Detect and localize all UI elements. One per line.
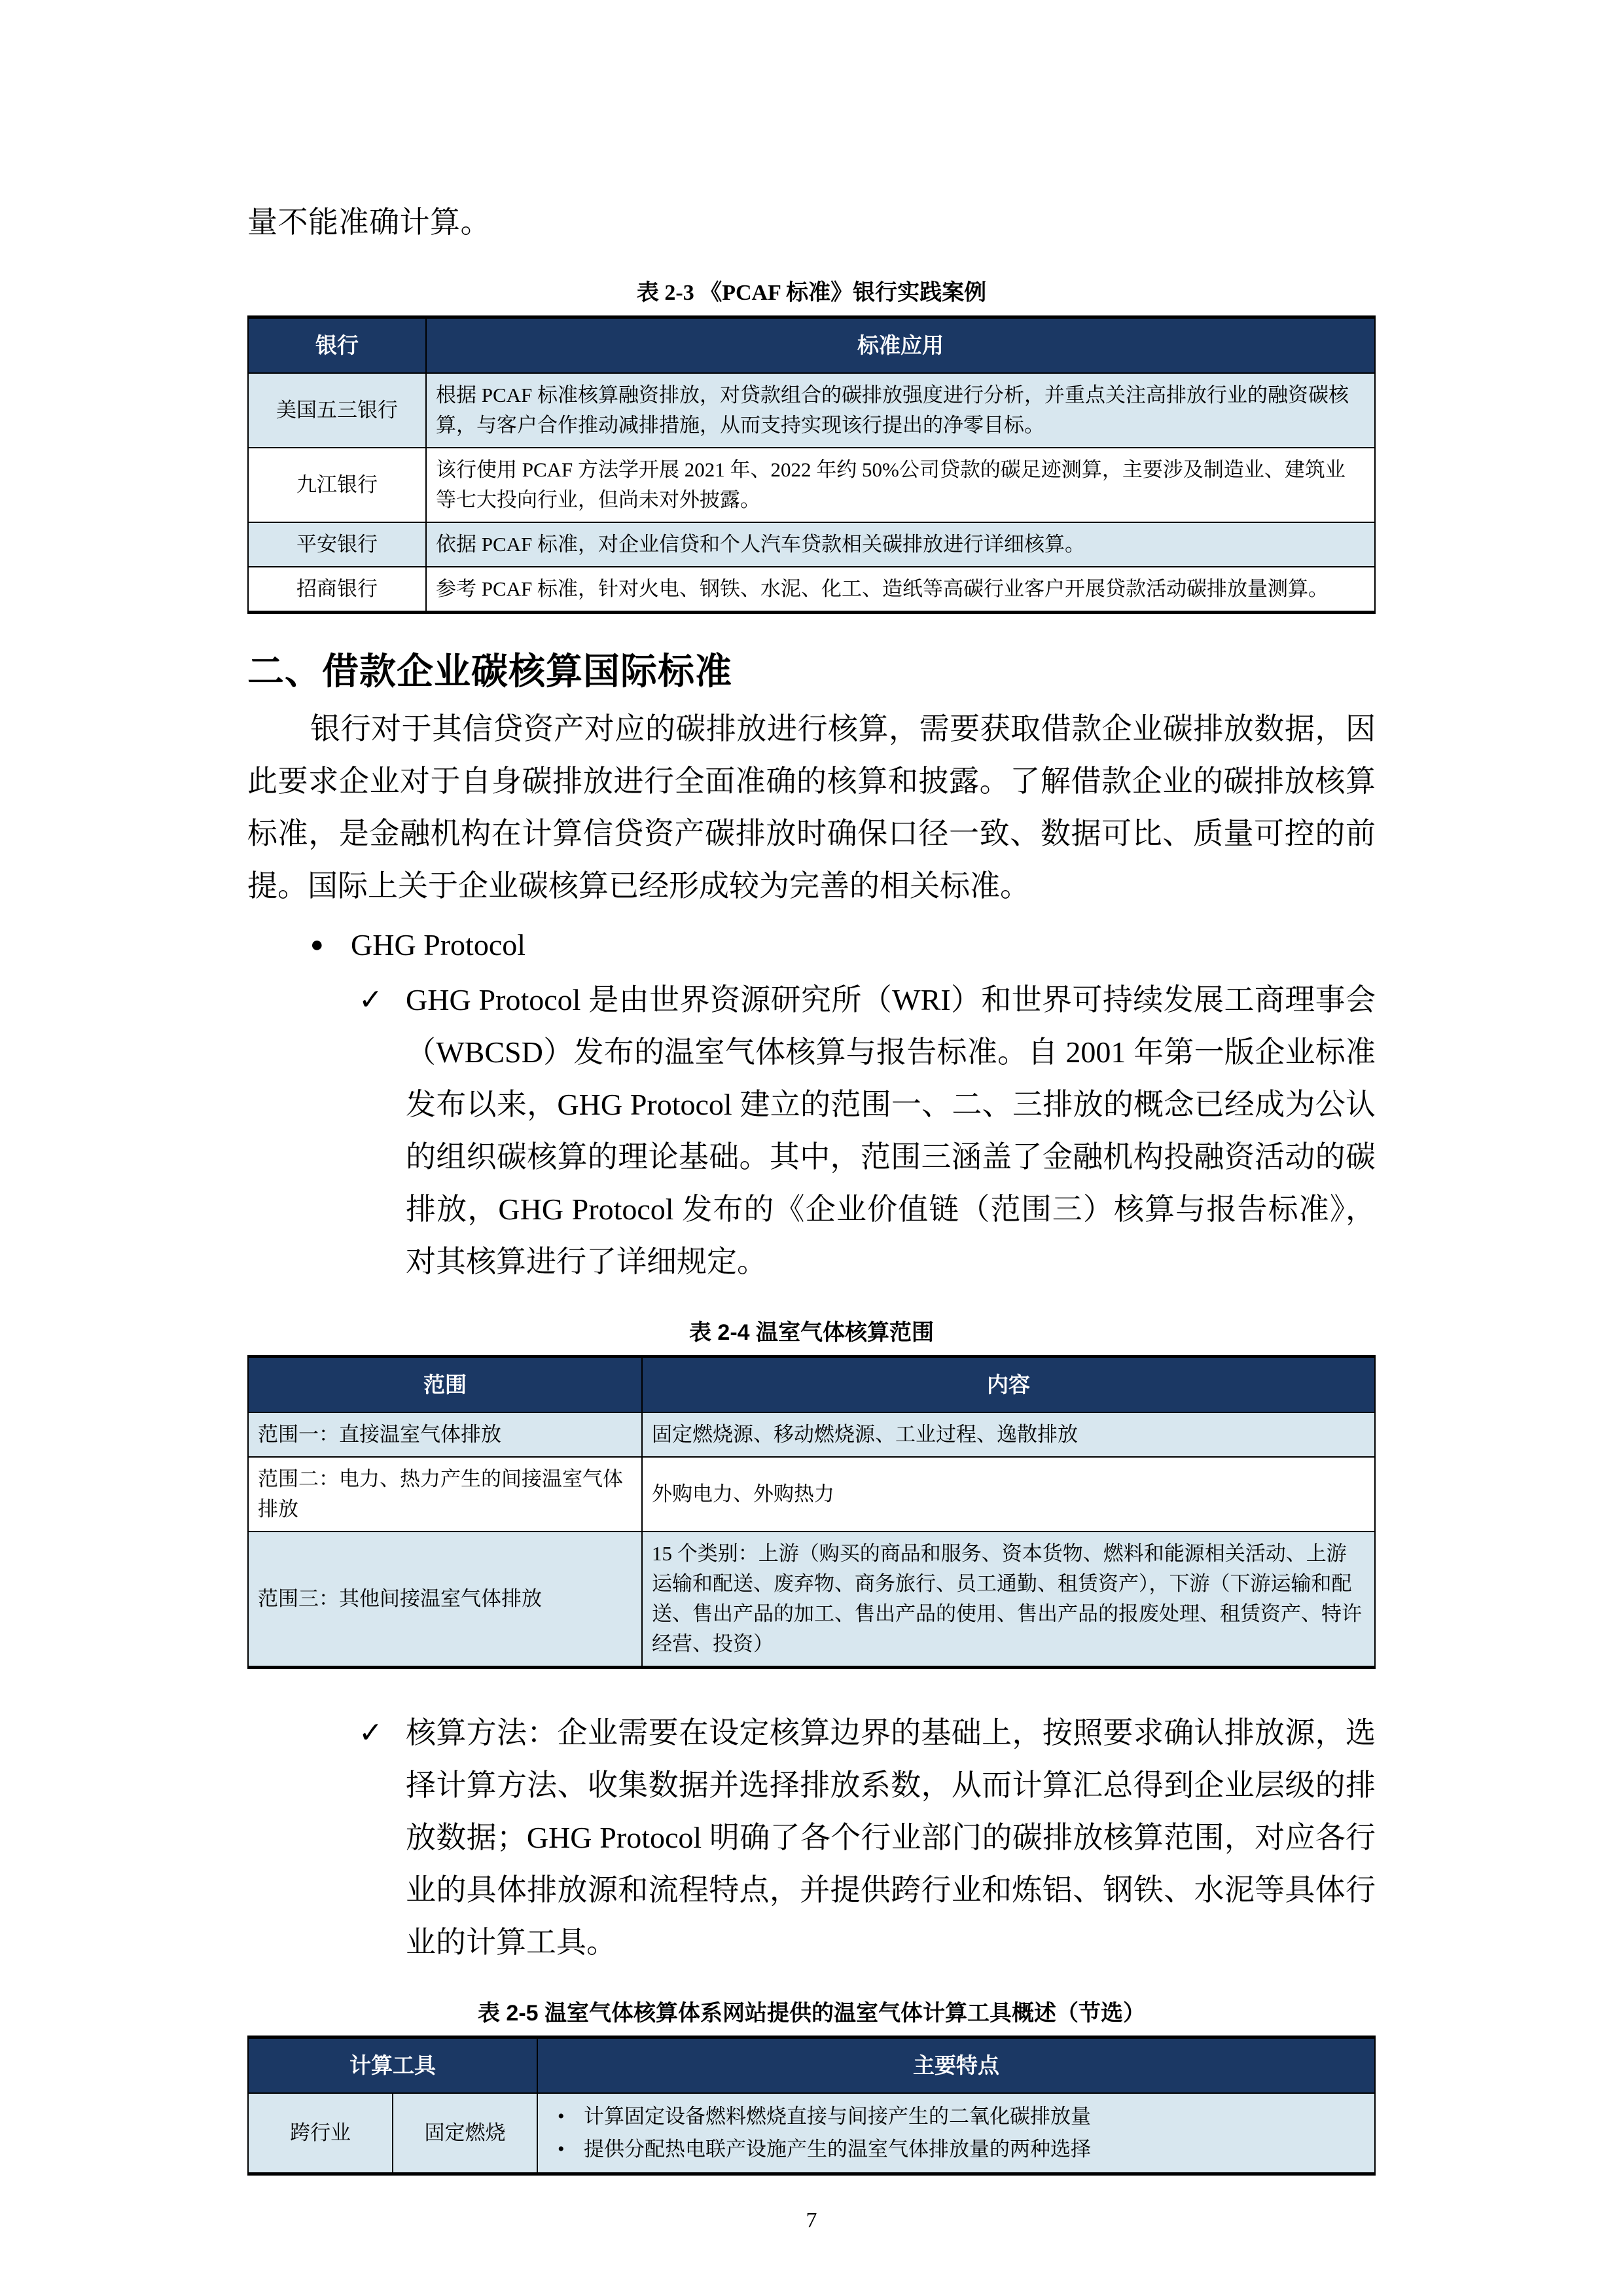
- page-number: 7: [806, 2208, 817, 2233]
- table-2-3-col-bank: 银行: [248, 317, 426, 374]
- section-intro-paragraph: 银行对于其信贷资产对应的碳排放进行核算，需要获取借款企业碳排放数据，因此要求企业对于自身碳排放进行全面准确的核算和披露。了解借款企业的碳排放核算标准，是金融机构在计算信贷资产碳排放时确保口径一致、数据可比、质量可控的前提。国际上关于企业碳核算已经形成较为完善的相关标准。: [247, 712, 1376, 903]
- table-2-3-cell-application: 参考 PCAF 标准，针对火电、钢铁、水泥、化工、造纸等高碳行业客户开展贷款活动碳排放量测算。: [426, 567, 1375, 613]
- list-item: • 提供分配热电联产设施产生的温室气体排放量的两种选择: [577, 2133, 1365, 2166]
- table-2-5-col-tool: 计算工具: [248, 2037, 537, 2094]
- table-2-3-cell-application: 依据 PCAF 标准，对企业信贷和个人汽车贷款相关碳排放进行详细核算。: [426, 522, 1375, 567]
- table-row: [248, 1457, 1375, 1532]
- table-2-4-cell-scope: 范围三：其他间接温室气体排放: [248, 1532, 642, 1668]
- table-2-4-header-row: [248, 1357, 1375, 1413]
- table-2-3-caption: 表 2-3 《PCAF 标准》银行实践案例: [636, 281, 987, 305]
- table-row: [248, 1412, 1375, 1457]
- table-row: [248, 1532, 1375, 1668]
- table-2-4-col-scope: 范围: [248, 1357, 642, 1413]
- table-2-3-cell-bank: 美国五三银行: [248, 373, 426, 448]
- bullet-ghg-protocol: [247, 919, 1376, 971]
- section-heading: 二、借款企业碳核算国际标准: [247, 651, 732, 692]
- table-2-5: [247, 2036, 1376, 2176]
- table-2-4-cell-scope: 范围一：直接温室气体排放: [248, 1412, 642, 1457]
- continued-text-line: 量不能准确计算。: [247, 206, 491, 239]
- feature-list: [547, 2100, 1365, 2166]
- table-2-3-header-row: [248, 317, 1375, 374]
- table-2-3-cell-application: 该行使用 PCAF 方法学开展 2021 年、2022 年约 50%公司贷款的碳足迹测算，主要涉及制造业、建筑业等七大投向行业，但尚未对外披露。: [426, 448, 1375, 522]
- table-2-4-cell-scope: 范围二：电力、热力产生的间接温室气体排放: [248, 1457, 642, 1532]
- table-2-4-cell-content: 15 个类别：上游（购买的商品和服务、资本货物、燃料和能源相关活动、上游运输和配送、废弃物、商务旅行、员工通勤、租赁资产），下游（下游运输和配送、售出产品的加工、售出产品的使用、售出产品的报废处理、租赁资产、特许经营、投资）: [642, 1532, 1375, 1668]
- table-2-3: [247, 315, 1376, 614]
- table-2-5-cell-category: 跨行业: [248, 2093, 393, 2174]
- check-bullet-icon: ✓: [359, 984, 383, 1016]
- table-2-5-caption: 表 2-5 温室气体核算体系网站提供的温室气体计算工具概述（节选）: [477, 2001, 1146, 2026]
- table-row: [248, 448, 1375, 522]
- table-2-4-caption: 表 2-4 温室气体核算范围: [688, 1320, 935, 1345]
- table-row: [248, 567, 1375, 613]
- table-2-5-col-features: 主要特点: [537, 2037, 1375, 2094]
- table-2-4-col-content: 内容: [642, 1357, 1375, 1413]
- table-row: [248, 2093, 1375, 2174]
- table-row: [248, 373, 1375, 448]
- disc-bullet-icon: ●: [310, 933, 324, 957]
- table-2-3-cell-application: 根据 PCAF 标准核算融资排放，对贷款组合的碳排放强度进行分析，并重点关注高排放行业的融资碳核算，与客户合作推动减排措施，从而支持实现该行提出的净零目标。: [426, 373, 1375, 448]
- subbullet-accounting-method: [247, 1707, 1376, 1969]
- table-2-4-cell-content: 外购电力、外购热力: [642, 1457, 1375, 1532]
- bullet-ghg-protocol-label: GHG Protocol: [351, 928, 526, 961]
- subbullet-ghg-protocol-text: GHG Protocol 是由世界资源研究所（WRI）和世界可持续发展工商理事会（WBCSD）发布的温室气体核算与报告标准。自 2001 年第一版企业标准发布以来，GHG Protocol 建立的范围一、二、三排放的概念已经成为公认的组织碳核算的理论基础。其中，范围三涵盖了金融机构投融资活动的碳排放，GHG Protocol 发布的《企业价值链（范围三）核算与报告标准》，对其核算进行了详细规定。: [406, 983, 1376, 1278]
- table-2-4-cell-content: 固定燃烧源、移动燃烧源、工业过程、逸散排放: [642, 1412, 1375, 1457]
- table-2-3-cell-bank: 九江银行: [248, 448, 426, 522]
- check-bullet-icon: ✓: [359, 1717, 383, 1749]
- table-2-3-cell-bank: 平安银行: [248, 522, 426, 567]
- table-2-3-cell-bank: 招商银行: [248, 567, 426, 613]
- table-2-4: [247, 1355, 1376, 1669]
- subbullet-ghg-protocol-description: [247, 974, 1376, 1288]
- subbullet-accounting-method-text: 核算方法：企业需要在设定核算边界的基础上，按照要求确认排放源，选择计算方法、收集数据并选择排放系数，从而计算汇总得到企业层级的排放数据；GHG Protocol 明确了各个行业部门的碳排放核算范围，对应各行业的具体排放源和流程特点，并提供跨行业和炼铝、钢铁、水泥等具体行业的计算工具。: [406, 1716, 1376, 1959]
- table-2-5-cell-features: [537, 2093, 1375, 2174]
- table-2-5-header-row: [248, 2037, 1375, 2094]
- table-row: [248, 522, 1375, 567]
- table-2-5-cell-tool: 固定燃烧: [393, 2093, 537, 2174]
- table-2-3-col-application: 标准应用: [426, 317, 1375, 374]
- list-item: • 计算固定设备燃料燃烧直接与间接产生的二氧化碳排放量: [577, 2100, 1365, 2133]
